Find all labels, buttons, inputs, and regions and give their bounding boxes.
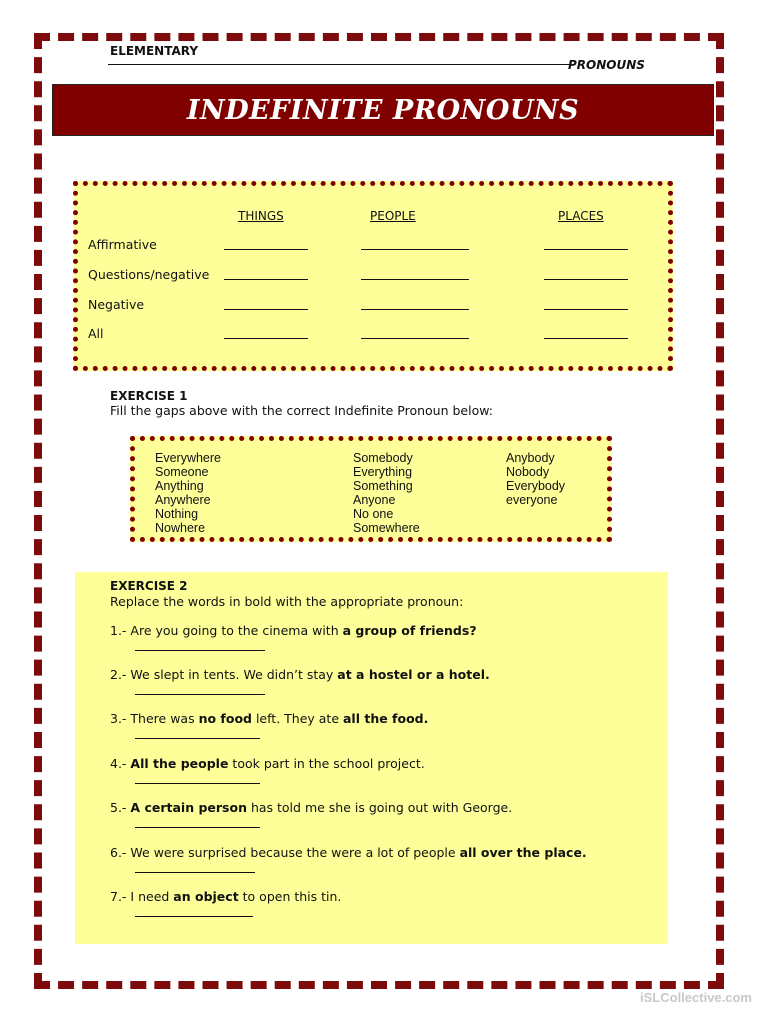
- answer-line-2[interactable]: [135, 694, 265, 695]
- question-2: 2.- We slept in tents. We didn’t stay at a hostel or a hotel.: [110, 667, 490, 682]
- word-bank-column-3: [506, 451, 565, 507]
- question-7: 7.- I need an object to open this tin.: [110, 889, 342, 904]
- word-item: Something: [353, 479, 413, 493]
- question-1: 1.- Are you going to the cinema with a group of friends?: [110, 623, 477, 638]
- word-item: Anyone: [353, 493, 396, 507]
- word-item: Anybody: [506, 451, 555, 465]
- word-item: Somewhere: [353, 521, 420, 535]
- word-item: No one: [353, 507, 394, 521]
- blank-negative-people[interactable]: [361, 309, 469, 310]
- blank-negative-places[interactable]: [544, 309, 628, 310]
- answer-line-6[interactable]: [135, 872, 255, 873]
- header-rule-line: [108, 64, 570, 65]
- word-item: Somebody: [353, 451, 413, 465]
- row-label-negative: Negative: [88, 297, 145, 312]
- exercise2-panel: [75, 572, 668, 944]
- blank-affirmative-things[interactable]: [224, 249, 308, 250]
- row-label-questions-negative: Questions/negative: [88, 267, 210, 282]
- blank-negative-things[interactable]: [224, 309, 308, 310]
- word-item: Nothing: [155, 507, 199, 521]
- exercise2-instruction: Replace the words in bold with the appropriate pronoun:: [110, 594, 464, 609]
- exercise2-title: EXERCISE 2: [110, 579, 188, 593]
- word-bank: [130, 436, 612, 542]
- question-3: 3.- There was no food left. They ate all the food.: [110, 711, 429, 726]
- word-bank-column-2: [353, 451, 420, 535]
- blank-all-people[interactable]: [361, 338, 469, 339]
- word-item: Everywhere: [155, 451, 221, 465]
- blank-all-places[interactable]: [544, 338, 628, 339]
- answer-line-3[interactable]: [135, 738, 260, 739]
- word-item: everyone: [506, 493, 558, 507]
- question-6: 6.- We were surprised because the were a lot of people all over the place.: [110, 845, 587, 860]
- word-item: Nobody: [506, 465, 550, 479]
- answer-line-7[interactable]: [135, 916, 253, 917]
- pronoun-table: [73, 181, 673, 371]
- row-label-all: All: [88, 326, 104, 341]
- exercise1-instruction: Fill the gaps above with the correct Indefinite Pronoun below:: [110, 403, 493, 418]
- question-5: 5.- A certain person has told me she is going out with George.: [110, 800, 513, 815]
- title-banner: [52, 84, 714, 136]
- column-header-people: PEOPLE: [370, 209, 416, 223]
- column-header-things: THINGS: [238, 209, 284, 223]
- topic-label: PRONOUNS: [568, 58, 645, 72]
- worksheet-title: INDEFINITE PRONOUNS: [186, 94, 580, 126]
- blank-questions-things[interactable]: [224, 279, 308, 280]
- level-label: ELEMENTARY: [110, 44, 199, 58]
- answer-line-4[interactable]: [135, 783, 260, 784]
- blank-affirmative-people[interactable]: [361, 249, 469, 250]
- word-item: Everybody: [506, 479, 566, 493]
- word-item: Someone: [155, 465, 209, 479]
- word-bank-column-1: [155, 451, 221, 535]
- blank-affirmative-places[interactable]: [544, 249, 628, 250]
- word-item: Nowhere: [155, 521, 206, 535]
- blank-questions-places[interactable]: [544, 279, 628, 280]
- question-4: 4.- All the people took part in the school project.: [110, 756, 425, 771]
- word-item: Anything: [155, 479, 204, 493]
- word-item: Anywhere: [155, 493, 211, 507]
- column-header-places: PLACES: [558, 209, 604, 223]
- answer-line-5[interactable]: [135, 827, 260, 828]
- answer-line-1[interactable]: [135, 650, 265, 651]
- watermark: iSLCollective.com: [640, 990, 752, 1005]
- row-label-affirmative: Affirmative: [88, 237, 157, 252]
- blank-all-things[interactable]: [224, 338, 308, 339]
- word-item: Everything: [353, 465, 413, 479]
- exercise1-title: EXERCISE 1: [110, 389, 188, 403]
- blank-questions-people[interactable]: [361, 279, 469, 280]
